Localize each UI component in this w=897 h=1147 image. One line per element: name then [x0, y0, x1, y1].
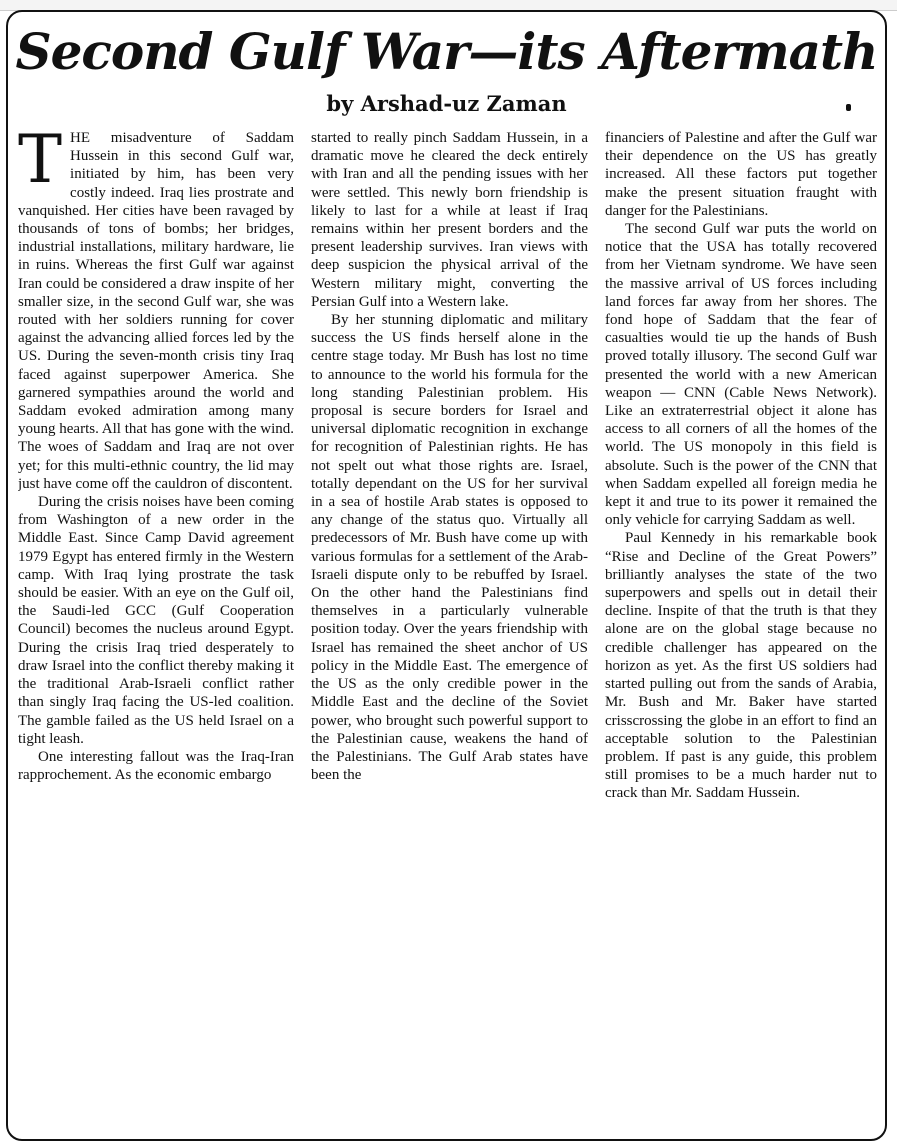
drop-cap: T	[18, 129, 63, 198]
paragraph: By her stunning diplomatic and military success the US finds herself alone in the centre stage today. Mr Bush has lost no time to announce to the world his formula for the long standing Palestinian problem. His proposal is secure borders for Israel and universal diplomatic recognition in exchange for recognition of Palestinian rights. He has not spelt out what those rights are. Israel, totally dependant on the US for her survival in a sea of hostile Arab states is opposed to any change of the status quo. Virtually all predecessors of Mr. Bush have come up with various formulas for a settlement of the Arab-Israeli dispute only to be rebuffed by Israel. On the other hand the Palestinians find themselves in a particularly vulnerable position today. Over the years friendship with Israel has remained the sheet anchor of US policy in the Middle East. The emergence of the US as the only credible power in the Middle East and the decline of the Soviet power, who brought such powerful support to the Palestinian cause, weakens the hand of the Palestinians. The Gulf Arab states have been the	[311, 312, 588, 784]
article-frame	[6, 10, 887, 1141]
paragraph: During the crisis noises have been coming from Washington of a new order in the Middle East. Since Camp David agreement 1979 Egypt has entered firmly in the Western camp. With Iraq lying prostrate the task should be easier. With an eye on the Gulf oil, the Saudi-led GCC (Gulf Cooperation Council) becomes the nucleus around Egypt. During the crisis Iraq tried desperately to draw Israel into the conflict thereby making it the traditional Arab-Israeli conflict rather than singly Iraq facing the US-led coalition. The gamble failed as the US held Israel on a tight leash.	[18, 494, 294, 747]
headline: Second Gulf War—its Aftermath	[15, 22, 878, 81]
byline: by Arshad-uz Zaman	[326, 91, 567, 116]
paragraph: Paul Kennedy in his remarkable book “Rise and Decline of the Great Powers” brilliantly analyses the state of the two superpowers and spells out in detail their decline. Inspite of that the truth is that they alone are on the global stage because no credible challenger has appeared on the horizon as yet. As the first US soldiers had started pulling out from the sands of Arabia, Mr. Bush and Mr. Baker have started crisscrossing the globe in an effort to find an acceptable solution to the Palestinian problem. If past is any guide, this problem still promises to be a much harder nut to crack than Mr. Saddam Hussein.	[605, 530, 877, 802]
paragraph: financiers of Palestine and after the Gulf war their dependence on the US has greatly increased. All these factors put together make the present situation fraught with danger for the Palestinians.	[605, 130, 877, 219]
column-2	[311, 129, 588, 1134]
paragraph: started to really pinch Saddam Hussein, in a dramatic move he cleared the deck entirely with Iran and all the pending issues with her were settled. This newly born friendship is likely to last for a while at least if Iraq remains within her present borders and the present leadership survives. Iran views with deep suspicion the physical arrival of the Western military might, converting the Persian Gulf into a Western lake.	[311, 130, 588, 310]
paragraph	[18, 129, 294, 493]
column-3	[605, 129, 877, 1134]
paragraph-text: HE misadventure of Saddam Hussein in this second Gulf war, initiated by him, has been very costly indeed. Iraq lies prostrate and vanquished. Her cities have been ravaged by thousands of tons of bombs; her bridges, industrial installations, military hardware, lie in ruins. Whereas the first Gulf war against Iran could be considered a draw inspite of her smaller size, in the second Gulf war, she was routed with her soldiers running for cover against the advancing allied forces led by the US. During the seven-month crisis tiny Iraq faced against superpower America. She garnered sympathies around the world and Saddam evoked admiration among many young hearts. All that has gone with the wind. The woes of Saddam and Iraq are not over yet; for this multi-ethnic country, the lid may just have come off the cauldron of discontent.	[18, 130, 294, 492]
ink-speck	[846, 104, 851, 111]
paragraph: The second Gulf war puts the world on notice that the USA has totally recovered from her Vietnam syndrome. We have seen the massive arrival of US forces including land forces far away from her shores. The fond hope of Saddam that the fear of casualties would tie up the hands of Bush proved totally illusory. The second Gulf war presented the world with a new American weapon — CNN (Cable News Network). Like an extraterrestrial object it alone has access to all corners of all the homes of the world. The US monopoly in this field is absolute. Such is the power of the CNN that when Saddam expelled all foreign media he kept it and true to its power it remained the only vehicle for carrying Saddam as well.	[605, 221, 877, 529]
paragraph: One interesting fallout was the Iraq-Iran rapprochement. As the economic embargo	[18, 748, 294, 784]
column-1	[18, 129, 294, 1134]
